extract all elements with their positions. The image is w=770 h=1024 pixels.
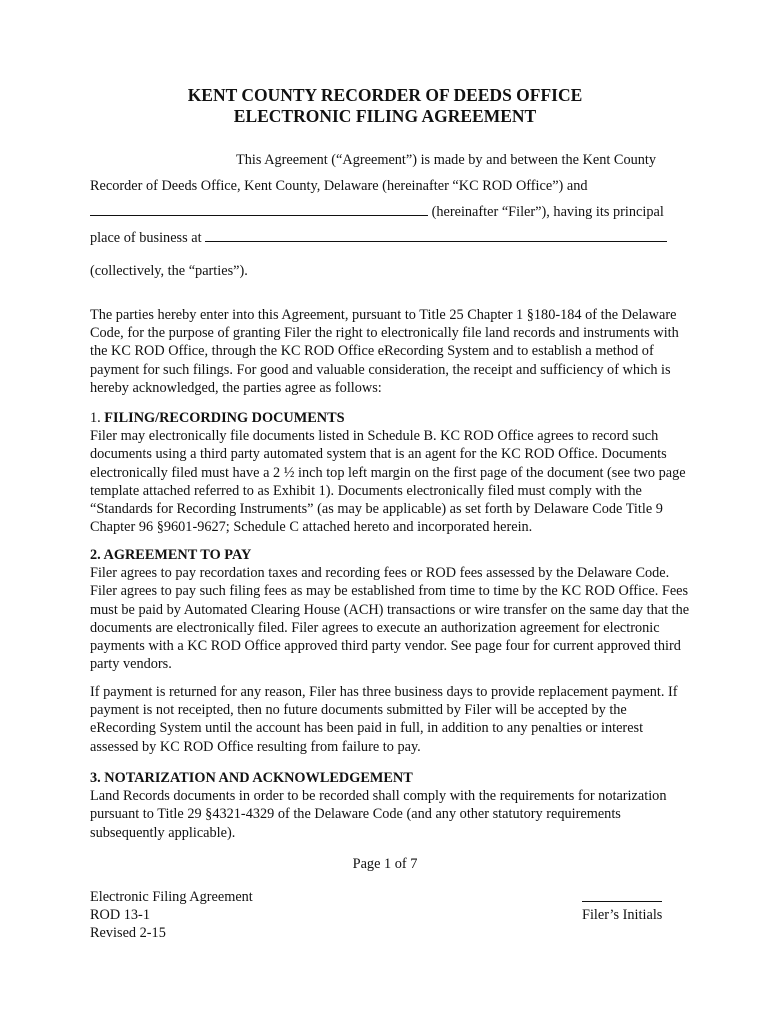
intro-line-3 — [90, 202, 664, 221]
place-of-business-blank[interactable] — [205, 228, 667, 242]
document-title-line-2: ELECTRONIC FILING AGREEMENT — [233, 106, 537, 126]
section-1-number: 1. — [90, 410, 105, 426]
intro-line-2: Recorder of Deeds Office, Kent County, Delaware (hereinafter “KC ROD Office”) and — [90, 178, 588, 194]
section-3-body: Land Records documents in order to be recorded shall comply with the requirements for notarization pursuant to Title 29 §4321-4329 of the Delaware Code (and any other statutory requirements subsequently applicable). — [90, 788, 667, 841]
section-3-heading: 3. NOTARIZATION AND ACKNOWLEDGEMENT — [90, 770, 413, 786]
document-title-line-1: KENT COUNTY RECORDER OF DEEDS OFFICE — [187, 85, 583, 105]
section-1 — [90, 409, 690, 536]
intro-line-4-text: place of business at — [90, 230, 202, 246]
footer-info — [90, 888, 253, 942]
intro-line-1: This Agreement (“Agreement”) is made by and between the Kent County — [236, 152, 657, 168]
section-2-heading: 2. AGREEMENT TO PAY — [90, 547, 252, 563]
recital-paragraph: The parties hereby enter into this Agreement, pursuant to Title 25 Chapter 1 §180-184 of the Delaware Code, for the purpose of granting Filer the right to electronically file land records and instruments with the KC ROD Office, through the KC ROD Office eRecording System and to establish a method of payment for such filings. For good and valuable consideration, the receipt and sufficiency of which is hereby acknowledged, the parties agree as follows: — [90, 307, 679, 396]
footer-doc-name: Electronic Filing Agreement — [90, 889, 253, 905]
section-1-body: Filer may electronically file documents listed in Schedule B. KC ROD Office agrees to record such documents using a third party automated system that is an agent for the KC ROD Office. Documents electronically filed must have a 2 ½ inch top left margin on the first page of the document (see two page template attached referred to as Exhibit 1). Documents electronically filed must comply with the “Standards for Recording Instruments” (as may be applicable) as set forth by Delaware Code Title 9 Chapter 96 §9601-9627; Schedule C attached hereto and incorporated herein. — [90, 428, 686, 536]
intro-line-4 — [90, 228, 667, 247]
filer-initials-block — [582, 892, 662, 924]
section-2 — [90, 546, 690, 673]
section-2-body: Filer agrees to pay recordation taxes and recording fees or ROD fees assessed by the Delaware Code. Filer agrees to pay such filing fees as may be established from time to time by the KC ROD Office. Fees must be paid by Automated Clearing House (ACH) transactions or wire transfer on the same day that the documents are electronically filed. Filer agrees to execute an authorization agreement for electronic payments with a KC ROD Office approved third party vendor. See page four for current approved third party vendors. — [90, 565, 690, 673]
filer-name-blank[interactable] — [90, 202, 428, 216]
filer-initials-label: Filer’s Initials — [582, 907, 663, 923]
intro-line-5: (collectively, the “parties”). — [90, 263, 248, 279]
section-1-title: FILING/RECORDING DOCUMENTS — [104, 410, 345, 426]
footer-form-number: ROD 13-1 — [90, 907, 150, 923]
section-1-heading — [90, 409, 690, 427]
footer-revision: Revised 2-15 — [90, 925, 166, 941]
filer-initials-blank[interactable] — [582, 892, 662, 902]
section-2-paragraph-2: If payment is returned for any reason, Filer has three business days to provide replacement payment. If payment is not receipted, then no future documents submitted by Filer will be accepted by the eRecording System until the account has been paid in full, in addition to any penalties or interest assessed by KC ROD Office resulting from failure to pay. — [90, 684, 678, 755]
section-3 — [90, 769, 690, 842]
page-number: Page 1 of 7 — [352, 856, 418, 872]
intro-line-3-text: (hereinafter “Filer”), having its principal — [431, 204, 664, 220]
